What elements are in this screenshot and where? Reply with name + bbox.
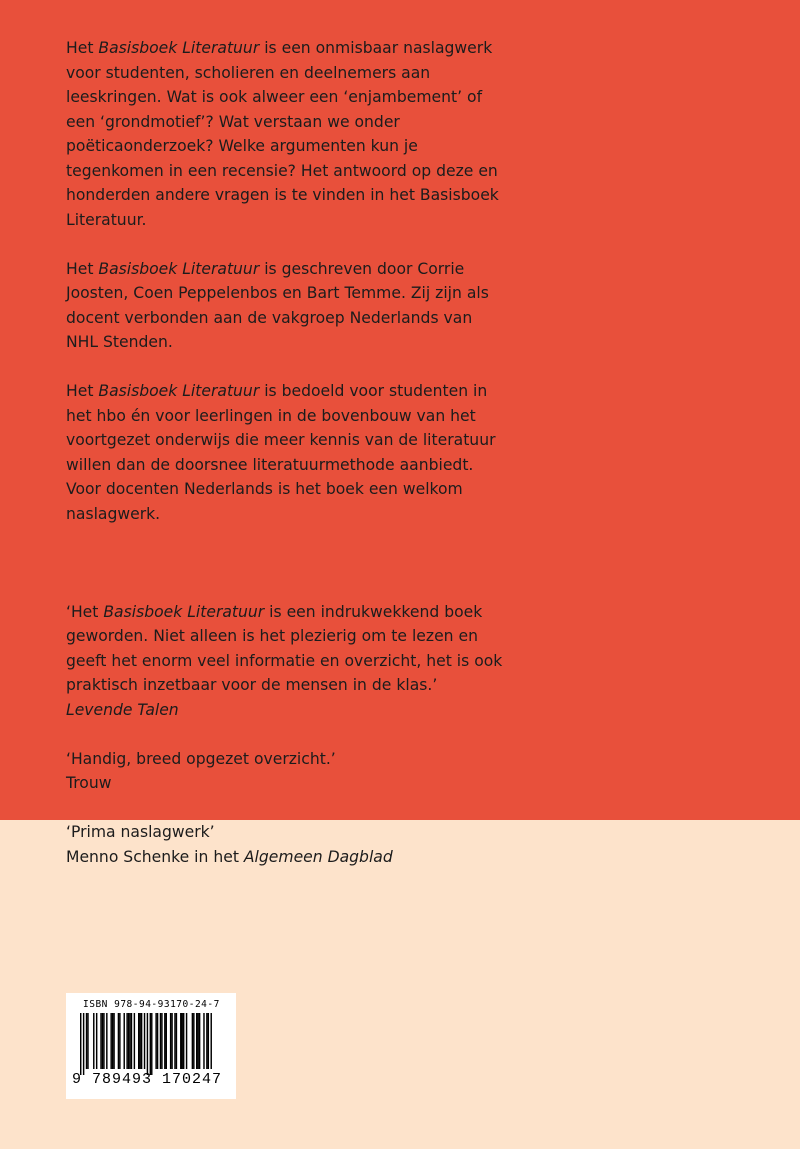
quote-source: Trouw [66,774,112,792]
intro-paragraph: Het Basisboek Literatuur is een onmisbaar naslagwerk voor studenten, scholieren en deelnemers aan leeskringen. Wat is ook alweer een ‘enjambement’ of een ‘grondmotief’? Wat verstaan we onder poëticaonderzoek? Welke argumenten kun je tegenkomen in een recensie? Het antwoord op deze en honderden andere vragen is te vinden in het Basisboek Literatuur. [66,39,499,229]
barcode-bar [176,1013,177,1069]
barcode [66,993,236,1099]
quote-source: Levende Talen [66,700,179,719]
barcode-bar [171,1013,172,1069]
review-quote: ‘Het Basisboek Literatuur is een indrukwekkend boek geworden. Niet alleen is het plezierig om te lezen en geeft het enorm veel informatie en overzicht, het is ook praktisch inzetbaar voor de mensen in de klas.’ Levende Talen [66,602,503,719]
book-title: Basisboek Literatuur [98,39,260,57]
barcode-bar [193,1013,194,1069]
barcode-bar [131,1013,132,1069]
barcode-bar [183,1013,184,1069]
barcode-bar [197,1013,198,1069]
barcode-bar [164,1013,165,1069]
barcode-bar [199,1013,200,1069]
barcode-bar [93,1013,94,1069]
book-title: Basisboek Literatuur [98,382,260,400]
book-title: Basisboek Literatuur [98,259,260,278]
barcode-bar [208,1013,209,1069]
barcode-bar [206,1013,207,1069]
barcode-bar [112,1013,113,1069]
isbn-digits: 9 789493 170247 [72,1071,223,1088]
quote-publication: Algemeen Dagblad [243,847,393,866]
barcode-bar [129,1013,130,1069]
review-quote: ‘Handig, breed opgezet overzicht.’ Trouw [66,749,336,792]
barcode-bar [196,1013,197,1069]
book-title: Basisboek Literatuur [103,602,265,621]
isbn-label: ISBN 978-94-93170-24-7 [83,999,220,1010]
barcode-bar [80,1013,81,1075]
authors-paragraph: Het Basisboek Literatuur is geschreven door Corrie Joosten, Coen Peppelenbos en Bart Temme. Zij zijn als docent verbonden aan de vakgroep Nederlands van NHL Stenden. [66,259,489,351]
barcode-bar [113,1013,114,1069]
barcode-bar [182,1013,183,1069]
barcode-bar [160,1013,161,1069]
barcode-bar [103,1013,104,1069]
barcode-bar [87,1013,88,1069]
barcode-bar [100,1013,101,1069]
review-quote: ‘Prima naslagwerk’ Menno Schenke in het Algemeen Dagblad [66,823,393,866]
barcode-bar [134,1013,135,1069]
barcode-bar [170,1013,171,1069]
barcode-bar [102,1013,103,1069]
barcode-bar [174,1013,175,1069]
barcode-bar [211,1013,212,1069]
barcode-bar [161,1013,162,1069]
barcode-bar [119,1013,120,1069]
barcode-bar [192,1013,193,1069]
barcode-bar [147,1013,148,1075]
barcode-bar [166,1013,167,1069]
lower-background [0,820,800,1149]
barcode-bar [86,1013,87,1069]
barcode-bar [150,1013,151,1075]
barcode-bar [157,1013,158,1069]
barcode-bar [126,1013,127,1069]
barcode-bar [155,1013,156,1069]
barcode-bar [96,1013,97,1069]
barcode-bar [106,1013,107,1069]
barcode-bar [83,1013,84,1075]
barcode-bar [186,1013,187,1069]
barcode-bar [151,1013,152,1075]
barcode-bar [118,1013,119,1069]
barcode-bar [139,1013,140,1069]
barcode-bar [138,1013,139,1069]
audience-paragraph: Het Basisboek Literatuur is bedoeld voor studenten in het hbo én voor leerlingen in de bovenbouw van het voortgezet onderwijs die meer kennis van de literatuur willen dan de doorsnee literatuurmethode aanbiedt. Voor docenten Nederlands is het boek een welkom naslagwerk. [66,382,496,523]
barcode-bar [110,1013,111,1069]
barcode-bar [128,1013,129,1069]
barcode-bar [203,1013,204,1069]
barcode-bar [124,1013,125,1069]
back-cover-text [66,36,506,869]
barcode-bar [141,1013,142,1069]
quote-source: Menno Schenke in het [66,847,244,866]
barcode-bar [180,1013,181,1069]
barcode-bar [144,1013,145,1069]
